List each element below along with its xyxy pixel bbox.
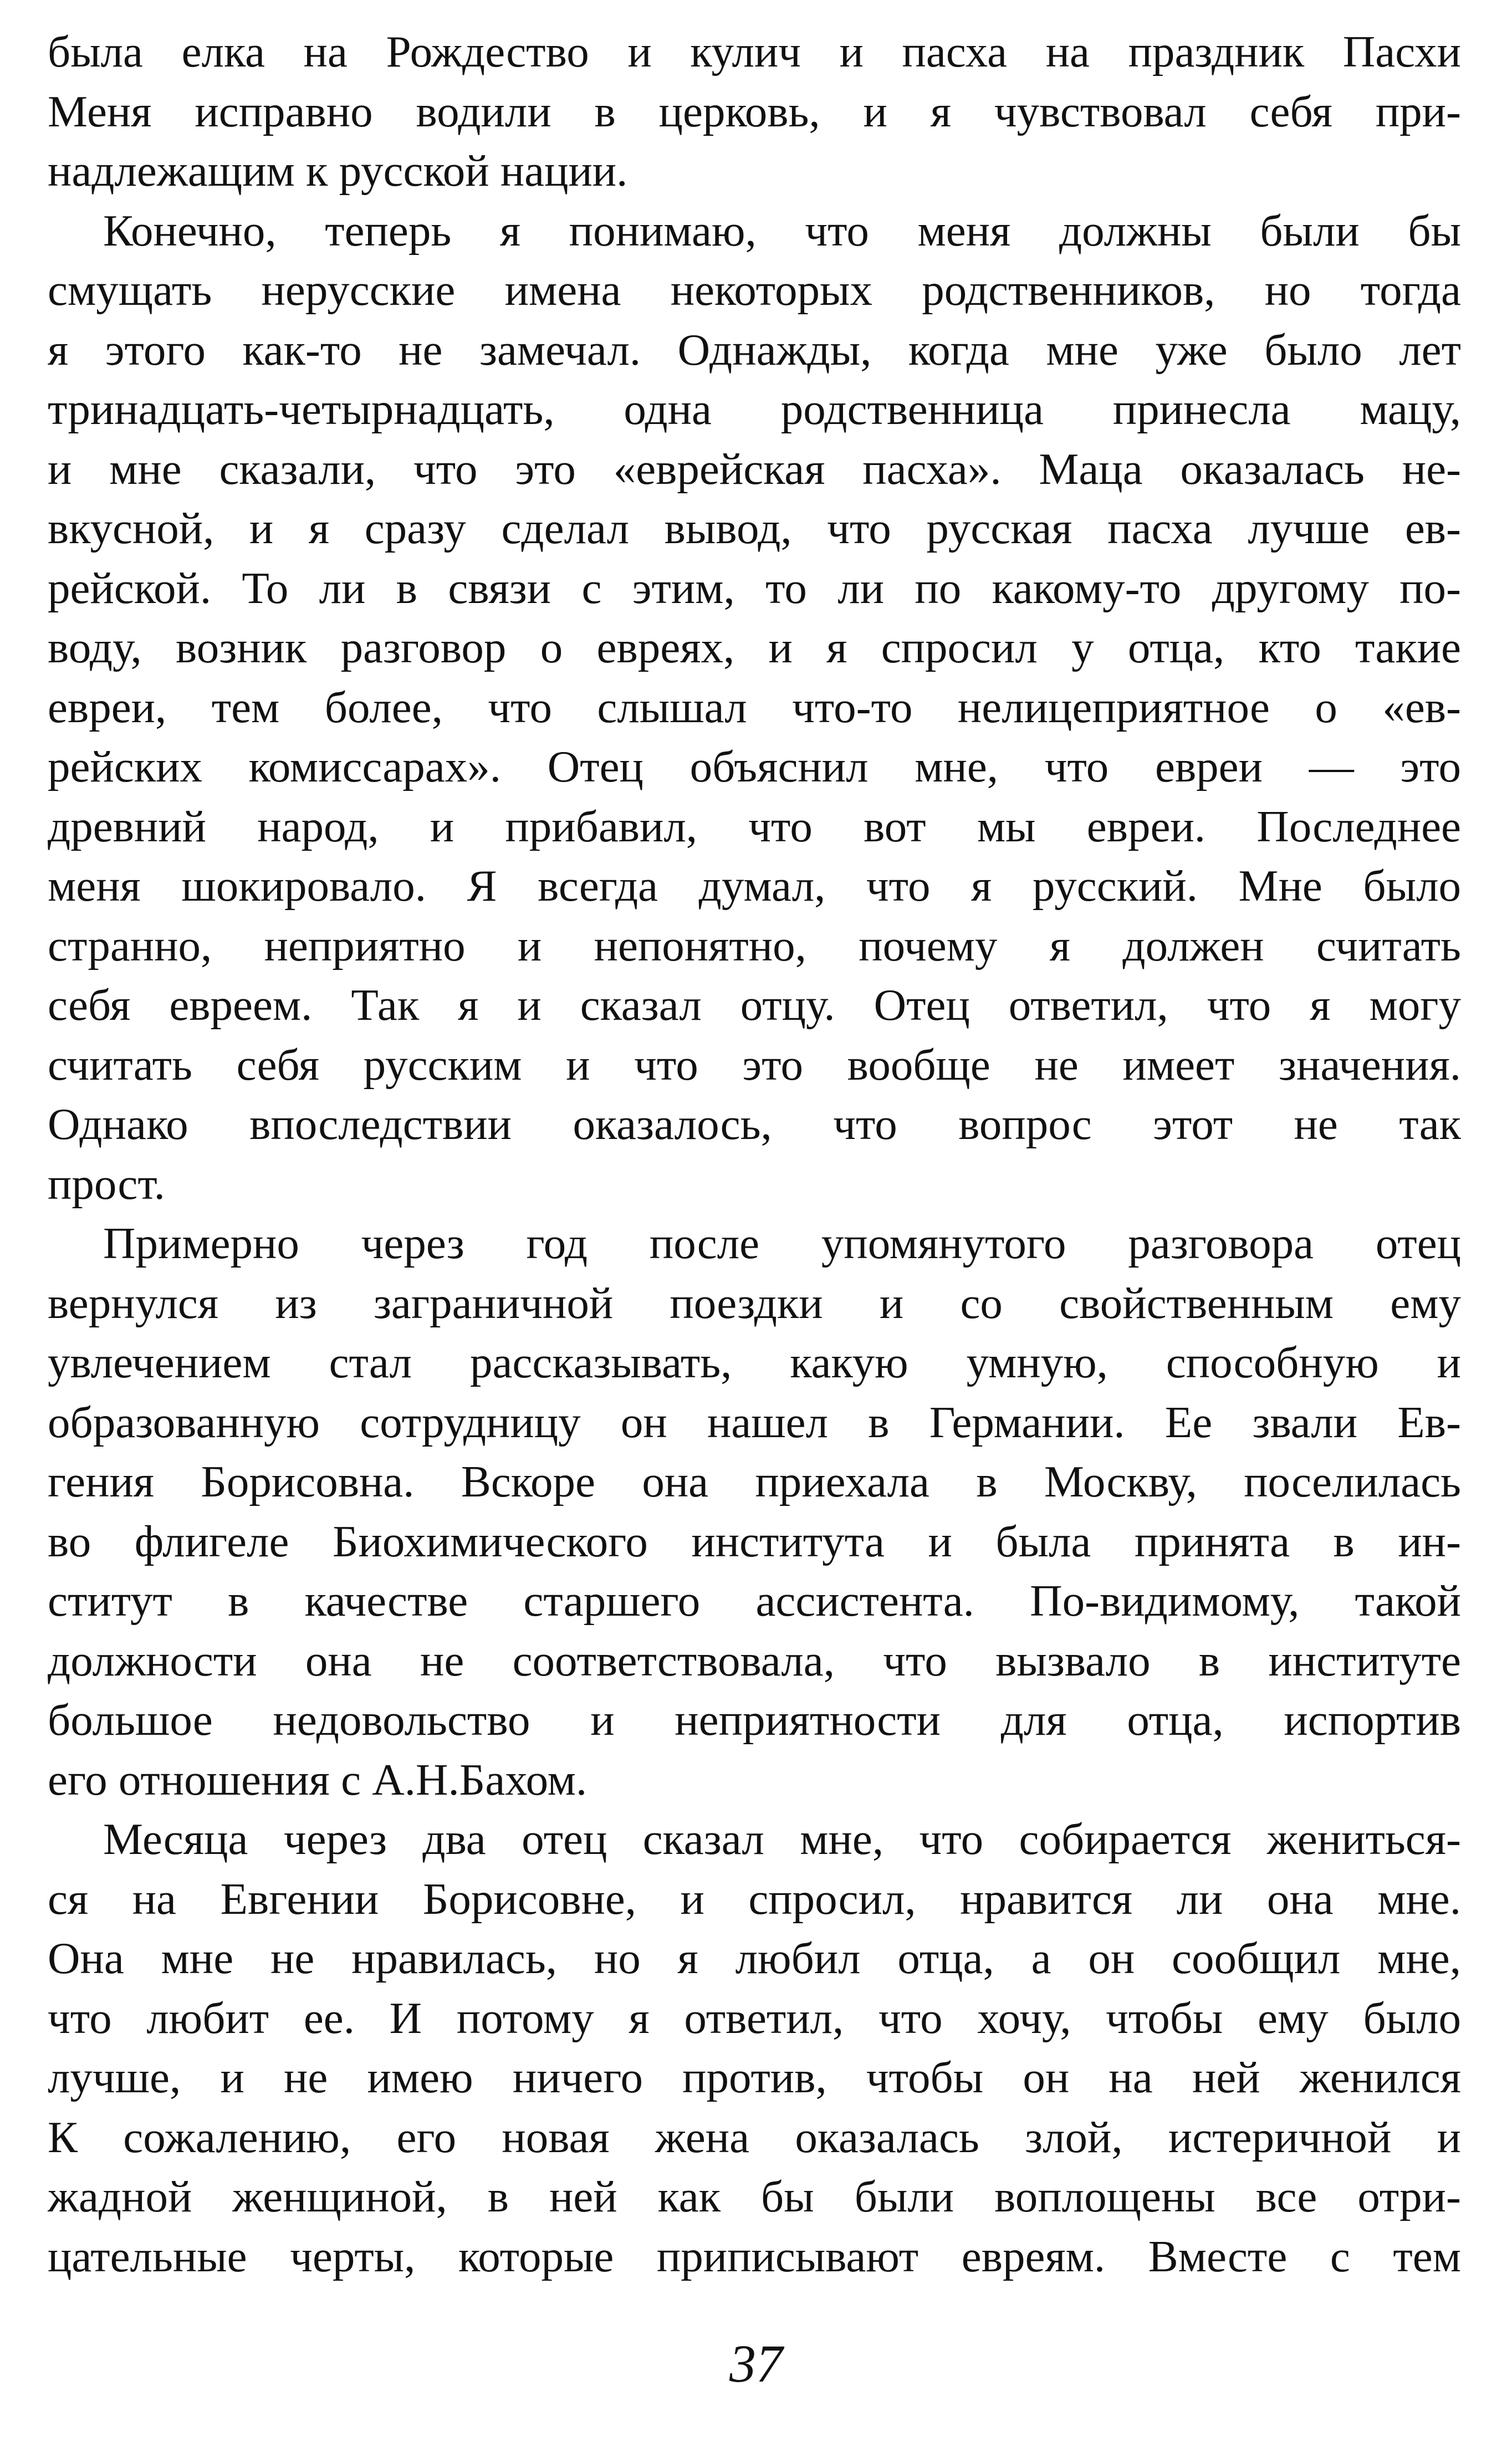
text-line: Она мне не нравилась, но я любил отца, а он сообщил мне, [48, 1933, 1461, 1983]
text-line: гения Борисовна. Вскоре она приехала в Москву, поселилась [48, 1457, 1461, 1506]
text-line: Месяца через два отец сказал мне, что собирается жениться- [103, 1814, 1461, 1864]
text-line: странно, неприятно и непонятно, почему я должен считать [48, 920, 1461, 970]
text-line: надлежащим к русской нации. [48, 146, 628, 196]
paragraph-4 [48, 1810, 1461, 2286]
text-line: я этого как-то не замечал. Однажды, когда мне уже было лет [48, 324, 1461, 375]
text-line: рейской. То ли в связи с этим, то ли по какому-то другому по- [48, 563, 1461, 613]
text-line: евреи, тем более, что слышал что-то нелицеприятное о «ев- [48, 682, 1461, 732]
text-line: большое недовольство и неприятности для отца, испортив [48, 1695, 1461, 1745]
text-line: К сожалению, его новая жена оказалась злой, истеричной и [48, 2112, 1461, 2162]
text-line: его отношения с А.Н.Бахом. [48, 1754, 588, 1805]
body-text [48, 22, 1461, 2286]
text-line: воду, возник разговор о евреях, и я спросил у отца, кто такие [48, 622, 1461, 672]
paragraph-1 [48, 22, 1461, 201]
text-line: себя евреем. Так я и сказал отцу. Отец ответил, что я могу [48, 980, 1461, 1030]
text-line: жадной женщиной, в ней как бы были воплощены все отри- [48, 2172, 1461, 2221]
paragraph-3 [48, 1214, 1461, 1810]
text-line: ститут в качестве старшего ассистента. По-видимому, такой [48, 1576, 1461, 1626]
text-line: тринадцать-четырнадцать, одна родственница принесла мацу, [48, 384, 1461, 434]
text-line: ся на Евгении Борисовне, и спросил, нравится ли она мне. [48, 1873, 1461, 1924]
text-line: во флигеле Биохимического института и была принята в ин- [48, 1516, 1461, 1566]
text-line: Однако впоследствии оказалось, что вопрос этот не так [48, 1099, 1461, 1149]
text-line: вернулся из заграничной поездки и со свойственным ему [48, 1278, 1461, 1328]
page-number: 37 [729, 2334, 783, 2393]
text-line: считать себя русским и что это вообще не имеет значения. [48, 1039, 1461, 1090]
text-line: меня шокировало. Я всегда думал, что я русский. Мне было [48, 861, 1461, 911]
text-line: и мне сказали, что это «еврейская пасха». Маца оказалась не- [48, 443, 1461, 494]
paragraph-2 [48, 201, 1461, 1214]
text-line: Примерно через год после упомянутого разговора отец [103, 1218, 1461, 1268]
text-line: рейских комиссарах». Отец объяснил мне, что евреи — это [48, 742, 1461, 791]
text-line: Меня исправно водили в церковь, и я чувствовал себя при- [48, 86, 1461, 136]
text-line: была елка на Рождество и кулич и пасха на праздник Пасхи [48, 27, 1461, 76]
text-line: должности она не соответствовала, что вызвало в институте [48, 1635, 1461, 1685]
text-line: что любит ее. И потому я ответил, что хочу, чтобы ему было [48, 1993, 1461, 2043]
text-line: Конечно, теперь я понимаю, что меня должны были бы [103, 205, 1461, 256]
text-line: вкусной, и я сразу сделал вывод, что русская пасха лучше ев- [48, 503, 1461, 553]
text-line: цательные черты, которые приписывают евреям. Вместе с тем [48, 2231, 1461, 2281]
text-line: древний народ, и прибавил, что вот мы евреи. Последнее [48, 801, 1461, 851]
text-line: прост. [48, 1158, 165, 1209]
text-line: увлечением стал рассказывать, какую умную, способную и [48, 1337, 1461, 1387]
text-line: образованную сотрудницу он нашел в Германии. Ее звали Ев- [48, 1397, 1461, 1447]
text-line: лучше, и не имею ничего против, чтобы он на ней женился [48, 2052, 1461, 2102]
text-line: смущать нерусские имена некоторых родственников, но тогда [48, 265, 1461, 315]
